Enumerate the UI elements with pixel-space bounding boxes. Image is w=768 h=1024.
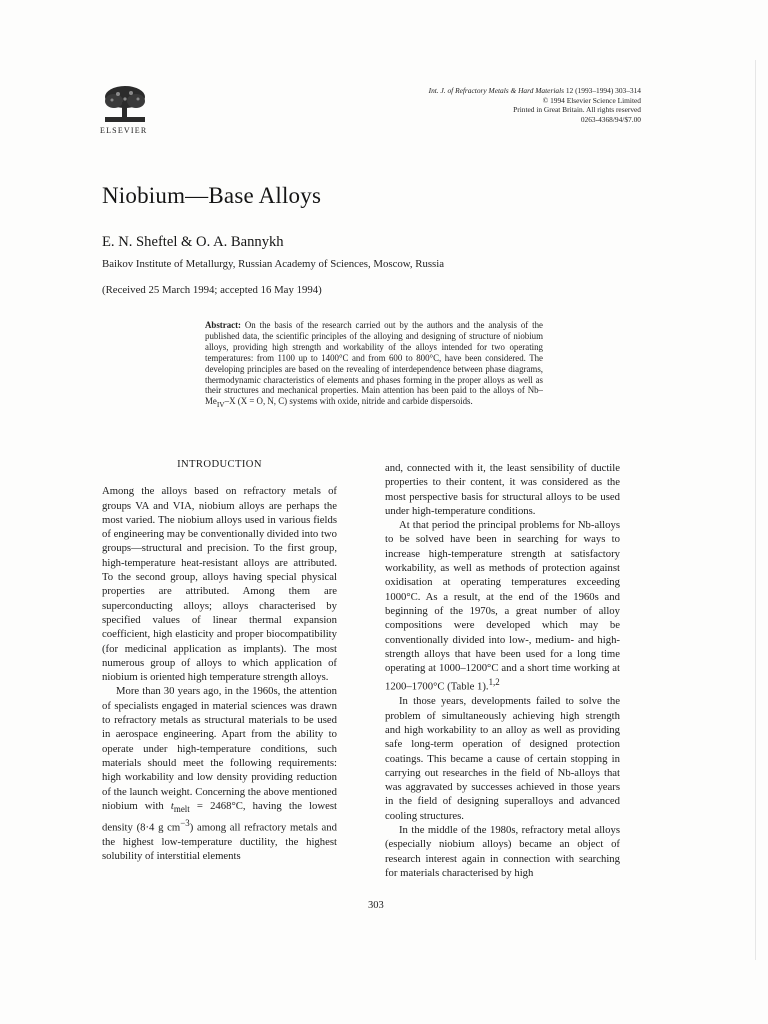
section-heading-introduction: INTRODUCTION — [177, 459, 262, 470]
article-title: Niobium—Base Alloys — [102, 183, 322, 208]
right-paragraph-3: In those years, developments failed to solve the problem of simultaneously achieving high strength and high workability to an alloy as well as providing safe long-term operation of designed protection coatings. This became a cause of certain stopping in carrying out researches in the field of Nb-alloys that was aggravated by successes achieved in those years in the field of designing superalloys and advanced cooling structures. — [385, 695, 620, 822]
received-dates: (Received 25 March 1994; accepted 16 May 1994) — [102, 284, 322, 296]
journal-citation — [429, 86, 641, 96]
right-column — [385, 461, 620, 880]
abstract-subscript: IV — [216, 400, 225, 410]
elsevier-tree-icon — [100, 84, 150, 124]
journal-citation-block — [429, 86, 641, 124]
left-paragraph-2-text-b: = 2468°C, having the lowest density (8·4 g cm — [102, 799, 337, 834]
left-paragraph-2-text-a: More than 30 years ago, in the 1960s, the attention of specialists engaged in material sciences was drawn to refractory metals as structural materials to be used in aerospace engineering. Apart from the ability to operate under high-temperature conditions, such materials should meet the following requirements: high workability and low density providing reduction of the launch weight. Concerning the above mentioned niobium with — [102, 685, 337, 812]
left-column — [102, 458, 337, 864]
melt-temperature-symbol: t — [170, 799, 174, 812]
density-exponent: −3 — [180, 818, 190, 829]
abstract-text-2: –X (X = O, N, C) systems with oxide, nitride and carbide dispersoids. — [224, 396, 473, 407]
elsevier-logo — [100, 84, 156, 135]
copyright-line: © 1994 Elsevier Science Limited — [542, 95, 641, 105]
melt-subscript: melt — [173, 803, 190, 814]
author-affiliation: Baikov Institute of Metallurgy, Russian Academy of Sciences, Moscow, Russia — [102, 258, 445, 270]
right-paragraph-2-text: At that period the principal problems for Nb-alloys to be solved have been in searching for ways to increase high-temperature strength at satisfactory workability, as well as methods of protection against oxidisation at operating temperatures exceeding 1000°C. As a result, at the end of the 1960s and beginning of the 1970s, a great number of alloy compositions were developed which may be conventionally divided into low-, medium- and high-strength alloys that have been used for a long time operating at 1000–1200°C and a short time working at 1200–1700°C (Table 1). — [385, 519, 620, 694]
publisher-name: ELSEVIER — [100, 126, 148, 135]
scan-edge-line — [755, 60, 756, 960]
right-paragraph-1: and, connected with it, the least sensibility of ductile properties to their content, it was considered as the most perspective basis for structural alloys to be used under high-temperature conditions. — [385, 462, 620, 517]
abstract — [205, 320, 543, 411]
printed-line: Printed in Great Britain. All rights reserved — [513, 105, 641, 115]
article-authors: E. N. Sheftel & O. A. Bannykh — [102, 234, 284, 250]
right-paragraph-2 — [385, 518, 620, 694]
left-paragraph-1: Among the alloys based on refractory metals of groups VA and VIA, niobium alloys are perhaps the most varied. The niobium alloys used in various fields of engineering may be conventionally divided into two groups—structural and precision. To the first group, high-temperature heat-resistant alloys are attributed. To the second group, alloys having special physical properties are attributed. Among them are superconducting alloys; alloys characterised by specified values of linear thermal expansion coefficient, high elasticity and proper biocompatibility (for medicinal application as implants). The most numerous group of alloys to which application of niobium is oriented high temperature strength alloys. — [102, 485, 337, 684]
left-paragraph-2-text-c: ) among all refractory metals and the highest low-temperature ductility, the highest solubility of interstitial elements — [102, 821, 337, 863]
right-paragraph-4: In the middle of the 1980s, refractory metal alloys (especially niobium alloys) became an object of research interest again in connection with searching for materials characterised by high — [385, 823, 620, 879]
abstract-text-1: On the basis of the research carried out by the authors and the analysis of the published data, the scientific principles of the alloying and designing of structure of niobium alloys, providing high strength and workability of the alloys intended for two operating temperatures: from 1100 up to 1400°C and from 600 to 800°C, have been considered. The developing principles are based on the revealing of interdependence between phase diagrams, thermodynamic characteristics of elements and phases forming in the proper alloys as well as their structures and mechanical properties. Main attention has been paid to the alloys of Nb–Me — [205, 320, 543, 407]
issn-line: 0263-4368/94/$7.00 — [580, 114, 641, 124]
page-number: 303 — [368, 900, 384, 911]
abstract-label: Abstract: — [205, 320, 241, 330]
reference-superscript: 1,2 — [488, 677, 500, 688]
journal-volume-pages: 12 (1993–1994) 303–314 — [564, 86, 641, 95]
left-paragraph-2 — [102, 684, 337, 863]
journal-title: Int. J. of Refractory Metals & Hard Materials — [428, 86, 565, 95]
